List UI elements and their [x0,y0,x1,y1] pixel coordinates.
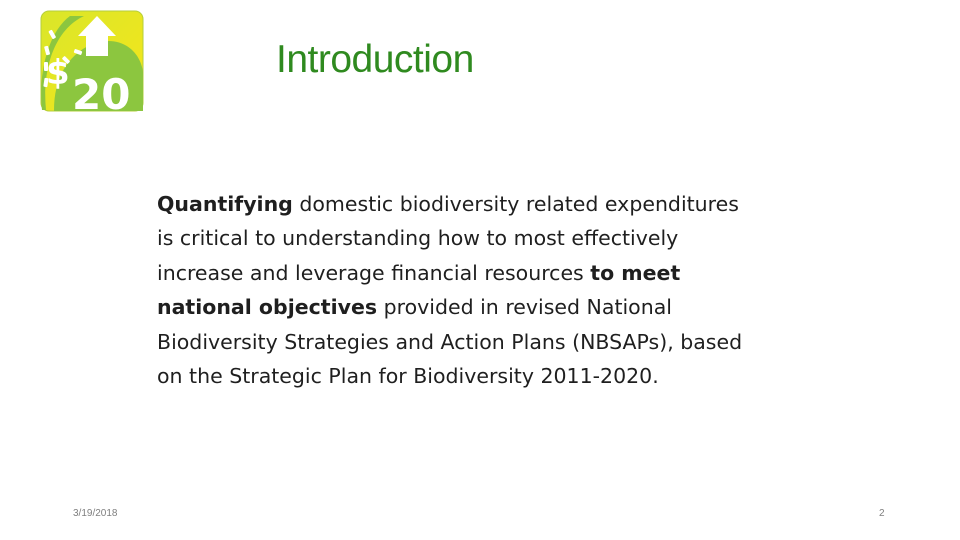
body-paragraph [157,187,807,393]
slide-title: Introduction [276,38,474,81]
body-text-segment: provided in revised National [377,295,672,320]
body-line-5: Biodiversity Strategies and Action Plans (NBSAPs), based [157,329,743,354]
bold-quantifying: Quantifying [157,192,293,216]
logo-number-text: 20 [72,70,131,112]
body-text-segment: domestic biodiversity related expenditures [292,192,739,216]
body-line-6: on the Strategic Plan for Biodiversity 2011-2020. [157,364,659,389]
footer-date: 3/19/2018 [73,508,118,519]
body-line-3 [157,256,807,290]
dollar-20-arrow-logo-icon [40,10,144,112]
bold-to-meet: to meet [590,260,681,285]
body-text-segment: increase and leverage financial resources [157,260,591,285]
footer-page-number: 2 [879,508,885,519]
body-line-1 [157,187,807,221]
bold-national-objectives: national objectives [157,295,378,320]
body-line-2: is critical to understanding how to most effectively [157,226,679,251]
body-line-4 [157,290,807,324]
logo-dollar-text: $ [46,53,70,93]
